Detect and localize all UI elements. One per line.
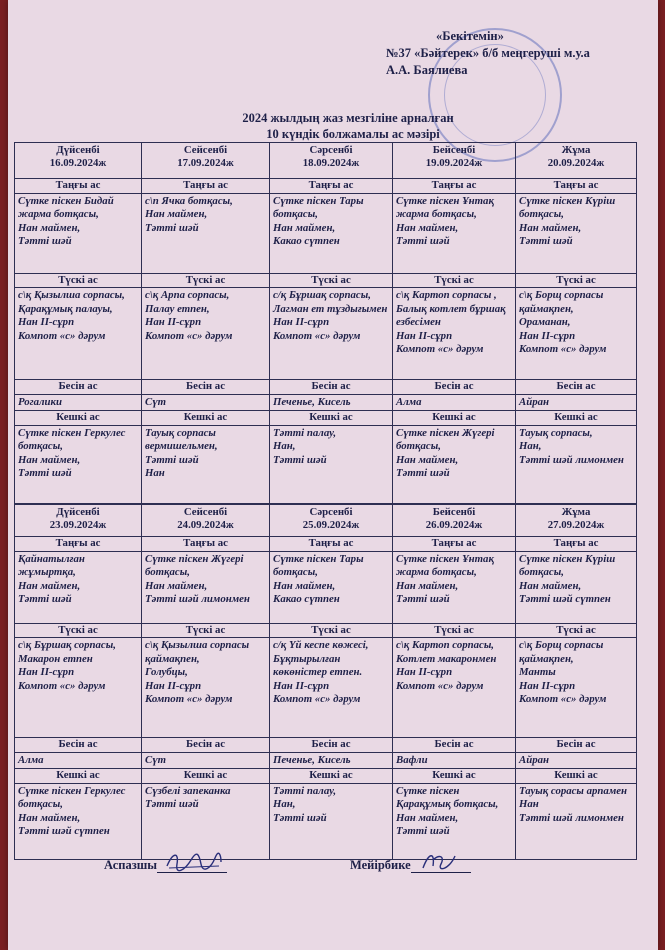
meal-label: Кешкі ас (516, 769, 637, 784)
snack-label-row (15, 738, 637, 753)
meal-label: Түскі ас (393, 623, 516, 638)
meal-label: Таңғы ас (142, 537, 270, 552)
meal-label: Кешкі ас (516, 411, 637, 426)
snack-item: Айран (516, 394, 637, 411)
dinner-item: Тауық сорасы арпамен Нан Тәтті шәй лимонмен (516, 783, 637, 859)
meal-label: Бесін ас (270, 738, 393, 753)
breakfast-item: Сүтке піскен Бидай жарма ботқасы, Нан маймен, Тәтті шәй (15, 193, 142, 273)
approval-title: «Бекітемін» (436, 29, 504, 43)
meal-label: Бесін ас (142, 738, 270, 753)
meal-label: Бесін ас (15, 380, 142, 395)
day-cell: Жұма 20.09.2024ж (516, 143, 637, 179)
breakfast-item: Сүтке піскен Ұнтақ жарма ботқасы, Нан маймен, Тәтті шәй (393, 193, 516, 273)
meal-label: Таңғы ас (270, 179, 393, 194)
signature-line (411, 860, 471, 873)
lunch-item: с\қ Қызылша сорпасы, Қарақұмық палауы, Нан ІІ-сұрп Компот «с» дәрум (15, 288, 142, 380)
dinner-item: Сүтке піскен Қарақұмық ботқасы, Нан маймен, Тәтті шәй (393, 783, 516, 859)
day-cell: Жұма 27.09.2024ж (516, 505, 637, 537)
meal-label: Кешкі ас (142, 411, 270, 426)
meal-label: Кешкі ас (270, 411, 393, 426)
breakfast-label-row (15, 179, 637, 194)
meal-label: Кешкі ас (393, 769, 516, 784)
dinner-item: Тауық сорпасы вермишельмен, Тәтті шәй Нан (142, 425, 270, 503)
lunch-item: с\қ Картоп сорпасы, Котлет макаронмен Нан ІІ-сұрп Компот «с» дәрум (393, 638, 516, 738)
dinner-item: Тәтті палау, Нан, Тәтті шәй (270, 425, 393, 503)
meal-label: Бесін ас (393, 380, 516, 395)
meal-label: Кешкі ас (15, 411, 142, 426)
meal-label: Бесін ас (15, 738, 142, 753)
meal-label: Таңғы ас (393, 179, 516, 194)
snack-item: Айран (516, 752, 637, 769)
breakfast-item: Сүтке піскен Жүгері ботқасы, Нан маймен, Тәтті шәй лимонмен (142, 551, 270, 623)
lunch-item: с\қ Қызылша сорпасы қаймақпен, Голубцы, Нан ІІ-сұрп Компот «с» дәрум (142, 638, 270, 738)
day-cell: Дүйсенбі 16.09.2024ж (15, 143, 142, 179)
day-cell: Дүйсенбі 23.09.2024ж (15, 505, 142, 537)
snack-item: Алма (15, 752, 142, 769)
meal-label: Бесін ас (516, 738, 637, 753)
lunch-item: с/қ Үй кеспе көжесі, Бұқтырылған көкөністер етпен. Нан ІІ-сұрп Компот «с» дәрум (270, 638, 393, 738)
dinner-item: Тәтті палау, Нан, Тәтті шәй (270, 783, 393, 859)
cook-label: Аспазшы (104, 858, 158, 872)
lunch-item: с/қ Бұршақ сорпасы, Лагман ет тұздығымен Нан ІІ-сұрп Компот «с» дәрум (270, 288, 393, 380)
meal-label: Түскі ас (393, 273, 516, 288)
meal-label: Таңғы ас (393, 537, 516, 552)
snack-row (15, 752, 637, 769)
meal-label: Түскі ас (516, 623, 637, 638)
meal-label: Түскі ас (516, 273, 637, 288)
approval-organization: №37 «Бәйтерек» б/б меңгеруші м.у.а (386, 46, 590, 60)
days-row (15, 505, 637, 537)
meal-label: Таңғы ас (516, 179, 637, 194)
snack-item: Сүт (142, 394, 270, 411)
meal-label: Таңғы ас (15, 537, 142, 552)
day-cell: Сейсенбі 17.09.2024ж (142, 143, 270, 179)
dinner-item: Тауық сорпасы, Нан, Тәтті шәй лимонмен (516, 425, 637, 503)
lunch-row (15, 638, 637, 738)
meal-label: Таңғы ас (15, 179, 142, 194)
meal-label: Кешкі ас (393, 411, 516, 426)
breakfast-item: Қайнатылған жұмыртқа, Нан маймен, Тәтті шәй (15, 551, 142, 623)
day-cell: Бейсенбі 26.09.2024ж (393, 505, 516, 537)
meal-label: Кешкі ас (142, 769, 270, 784)
breakfast-item: Сүтке піскен Күріш ботқасы, Нан маймен, Тәтті шәй (516, 193, 637, 273)
lunch-label-row (15, 623, 637, 638)
snack-item: Вафли (393, 752, 516, 769)
meal-label: Бесін ас (142, 380, 270, 395)
meal-label: Түскі ас (142, 623, 270, 638)
cook-signature (104, 858, 227, 873)
menu-table-week2 (14, 504, 637, 860)
lunch-row (15, 288, 637, 380)
lunch-item: с\қ Борщ сорпасы қаймақпен, Манты Нан ІІ-сұрп Компот «с» дәрум (516, 638, 637, 738)
meal-label: Түскі ас (270, 273, 393, 288)
dinner-item: Сүтке піскен Геркулес ботқасы, Нан маймен, Тәтті шәй сүтпен (15, 783, 142, 859)
dinner-item: Сүтке піскен Жүгері ботқасы, Нан маймен, Тәтті шәй (393, 425, 516, 503)
meal-label: Таңғы ас (270, 537, 393, 552)
snack-item: Печенье, Кисель (270, 394, 393, 411)
breakfast-item: Сүтке піскен Күріш ботқасы, Нан маймен, Тәтті шәй сүтпен (516, 551, 637, 623)
meal-label: Бесін ас (270, 380, 393, 395)
snack-item: Сүт (142, 752, 270, 769)
approval-block (386, 28, 590, 79)
meal-label: Бесін ас (393, 738, 516, 753)
meal-label: Бесін ас (516, 380, 637, 395)
dinner-label-row (15, 769, 637, 784)
day-cell: Сәрсенбі 25.09.2024ж (270, 505, 393, 537)
meal-label: Кешкі ас (15, 769, 142, 784)
breakfast-row (15, 551, 637, 623)
dinner-item: Сүтке піскен Геркулес ботқасы, Нан маймен, Тәтті шәй (15, 425, 142, 503)
lunch-item: с\қ Арпа сорпасы, Палау етпен, Нан ІІ-сұрп Компот «с» дәрум (142, 288, 270, 380)
meal-label: Таңғы ас (142, 179, 270, 194)
day-cell: Сейсенбі 24.09.2024ж (142, 505, 270, 537)
menu-sheet (8, 0, 658, 950)
dinner-row (15, 783, 637, 859)
menu-table-week1 (14, 142, 637, 504)
signature-scribble-icon (419, 850, 459, 872)
lunch-label-row (15, 273, 637, 288)
meal-label: Түскі ас (15, 273, 142, 288)
nurse-label: Мейірбике (350, 858, 411, 872)
snack-item: Алма (393, 394, 516, 411)
snack-item: Печенье, Кисель (270, 752, 393, 769)
breakfast-item: с\п Ячка ботқасы, Нан маймен, Тәтті шәй (142, 193, 270, 273)
meal-label: Кешкі ас (270, 769, 393, 784)
dinner-row (15, 425, 637, 503)
menu-heading-line2: 10 күндік болжамалы ас мәзірі (266, 127, 440, 141)
snack-item: Рогалики (15, 394, 142, 411)
day-cell: Бейсенбі 19.09.2024ж (393, 143, 516, 179)
approval-name: А.А. Баялиева (386, 63, 468, 77)
day-cell: Сәрсенбі 18.09.2024ж (270, 143, 393, 179)
menu-heading-line1: 2024 жылдың жаз мезгіліне арналған (242, 111, 454, 125)
meal-label: Түскі ас (15, 623, 142, 638)
snack-row (15, 394, 637, 411)
days-row (15, 143, 637, 179)
dinner-item: Сүзбелі запеканка Тәтті шәй (142, 783, 270, 859)
meal-label: Түскі ас (270, 623, 393, 638)
snack-label-row (15, 380, 637, 395)
breakfast-label-row (15, 537, 637, 552)
dinner-label-row (15, 411, 637, 426)
lunch-item: с\қ Бұршақ сорпасы, Макарон етпен Нан ІІ-сұрп Компот «с» дәрум (15, 638, 142, 738)
breakfast-item: Сүтке піскен Тары ботқасы, Нан маймен, Какао сүтпен (270, 193, 393, 273)
signature-line (157, 860, 227, 873)
breakfast-item: Сүтке піскен Ұнтақ жарма ботқасы, Нан маймен, Тәтті шәй (393, 551, 516, 623)
signature-scribble-icon (165, 850, 223, 872)
lunch-item: с\қ Борщ сорпасы қаймақпен, Ораманан, Нан ІІ-сұрп Компот «с» дәрум (516, 288, 637, 380)
meal-label: Түскі ас (142, 273, 270, 288)
lunch-item: с\қ Картоп сорпасы , Балық котлет бұршақ езбесімен Нан ІІ-сұрп Компот «с» дәрум (393, 288, 516, 380)
meal-label: Таңғы ас (516, 537, 637, 552)
breakfast-item: Сүтке піскен Тары ботқасы, Нан маймен, Какао сүтпен (270, 551, 393, 623)
breakfast-row (15, 193, 637, 273)
nurse-signature (350, 858, 471, 873)
